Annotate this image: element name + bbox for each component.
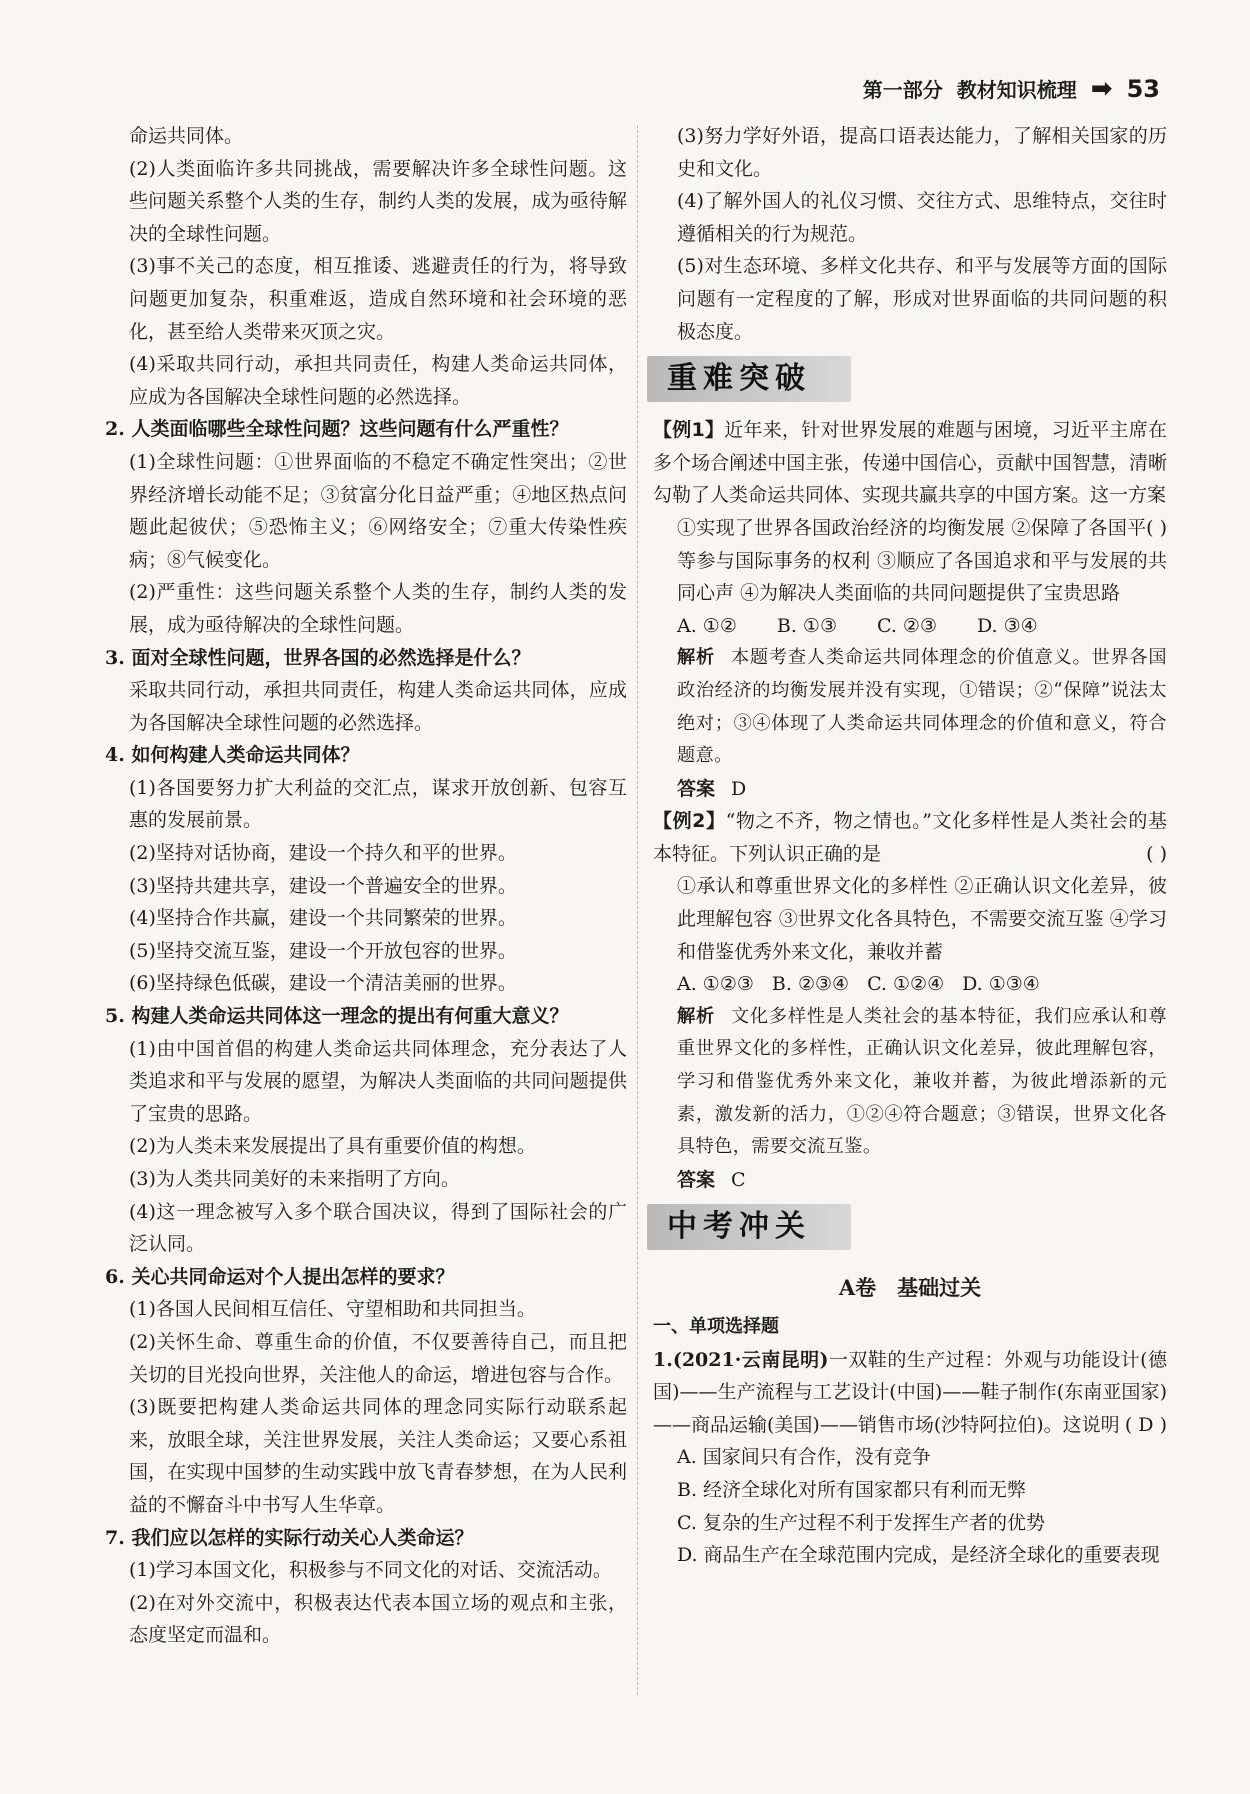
- question-stem-text: 一双鞋的生产过程：外观与功能设计(德国)——生产流程与工艺设计(中国)——鞋子制作(东南亚国家)——商品运输(美国)——销售市场(沙特阿拉伯)。这说明: [653, 1348, 1167, 1436]
- option: A. 国家间只有合作，没有竞争: [677, 1446, 931, 1469]
- question-heading: 4. 如何构建人类命运共同体？: [105, 744, 360, 767]
- section-title: 一、单项选择题: [653, 1316, 779, 1337]
- question-number: 1.: [653, 1348, 673, 1371]
- answer-text: (5)坚持交流互鉴，建设一个开放包容的世界。: [129, 939, 517, 962]
- question-1-stem: [653, 1344, 1167, 1442]
- answer-label: 答案: [677, 777, 716, 800]
- answer-text: (6)坚持绿色低碳，建设一个清洁美丽的世界。: [129, 972, 517, 995]
- option: A. ①②: [677, 614, 737, 637]
- example-2-answer: [653, 1164, 1167, 1197]
- answer-text: 采取共同行动，承担共同责任，构建人类命运共同体，应成为各国解决全球性问题的必然选择。: [129, 679, 627, 734]
- option: B. ②③④: [771, 973, 850, 996]
- paragraph: (4)采取共同行动，承担共同责任，构建人类命运共同体，应成为各国解决全球性问题的必然选择。: [129, 353, 627, 408]
- right-column: [653, 120, 1167, 1572]
- answer-text: (2)为人类未来发展提出了具有重要价值的构想。: [129, 1135, 536, 1158]
- answer-text: (1)各国要努力扩大利益的交汇点，谋求开放创新、包容互惠的发展前景。: [129, 776, 627, 832]
- option: C. ②③: [876, 614, 937, 637]
- question-source: (2021·云南昆明): [672, 1348, 829, 1371]
- page-number: 53: [1126, 74, 1160, 103]
- example-2-analysis: [653, 1001, 1167, 1164]
- example-stem-text: 近年来，针对世界发展的难题与困境，习近平主席在多个场合阐述中国主张，传递中国信心，贡献中国智慧，清晰勾勒了人类命运共同体、实现共赢共享的中国方案。这一方案: [653, 419, 1167, 507]
- column-divider: [637, 125, 638, 1695]
- answer-blank: ( ): [1146, 842, 1167, 865]
- example-1-answer: [653, 773, 1167, 806]
- answer-text: (3)既要把构建人类命运共同体的理念同实际行动联系起来，放眼全球，关注世界发展，关注人类命运；又要心系祖国，在实现中国梦的生动实践中放飞青春梦想，在为人民利益的不懈奋斗中书写人生华章。: [129, 1396, 627, 1516]
- answer-text: (2)严重性：这些问题关系整个人类的生存，制约人类的发展，成为亟待解决的全球性问题。: [129, 581, 627, 636]
- answer-blank: ( ): [1146, 516, 1167, 539]
- answer-text: (3)为人类共同美好的未来指明了方向。: [129, 1168, 460, 1190]
- option: A. ①②③: [677, 973, 754, 996]
- answer-text: (4)坚持合作共赢，建设一个共同繁荣的世界。: [129, 907, 517, 930]
- section-banner-key-points: 重难突破: [647, 356, 851, 402]
- answer-text: (4)了解外国人的礼仪习惯、交往方式、思维特点，交往时遵循相关的行为规范。: [677, 190, 1167, 245]
- answer-text: (1)由中国首倡的构建人类命运共同体理念，充分表达了人类追求和平与发展的愿望，为解决人类面临的共同问题提供了宝贵的思路。: [129, 1037, 627, 1125]
- example-1-analysis: [653, 642, 1167, 772]
- answer-text: (5)对生态环境、多样文化共存、和平与发展等方面的国际问题有一定程度的了解，形成对世界面临的共同问题的积极态度。: [677, 255, 1167, 343]
- question-heading: 3. 面对全球性问题，世界各国的必然选择是什么？: [105, 646, 531, 669]
- option: C. 复杂的生产过程不利于发挥生产者的优势: [677, 1511, 1045, 1534]
- example-stem-text: “物之不齐，物之情也。”文化多样性是人类社会的基本特征。下列认识正确的是: [653, 810, 1167, 865]
- answer-label: 答案: [677, 1168, 716, 1191]
- question-heading: 6. 关心共同命运对个人提出怎样的要求？: [105, 1265, 455, 1288]
- analysis-label: 解析: [677, 647, 715, 669]
- example-1-stem: [653, 414, 1167, 539]
- filled-answer: ( D ): [1124, 1413, 1167, 1436]
- paragraph: (3)事不关己的态度，相互推诿、逃避责任的行为，将导致问题更加复杂，积重难返，造成自然环境和社会环境的恶化，甚至给人类带来灭顶之灾。: [129, 255, 627, 343]
- arrow-right-icon: ➡: [1090, 73, 1113, 104]
- option: C. ①②④: [867, 973, 945, 996]
- section-banner-exam: 中考冲关: [647, 1204, 851, 1250]
- option: B. ①③: [776, 614, 837, 637]
- answer-text: (3)坚持共建共享，建设一个普遍安全的世界。: [129, 874, 517, 897]
- answer-text: (3)努力学好外语，提高口语表达能力，了解相关国家的历史和文化。: [677, 125, 1167, 180]
- part-label: 第一部分: [862, 78, 943, 102]
- answer-text: (2)关怀生命、尊重生命的价值，不仅要善待自己，而且把关切的目光投向世界，关注他人的命运，增进包容与合作。: [129, 1330, 627, 1386]
- answer-value: C: [731, 1168, 746, 1191]
- answer-value: D: [731, 777, 747, 800]
- answer-text: (1)全球性问题：①世界面临的不稳定不确定性突出；②世界经济增长动能不足；③贫富分化日益严重；④地区热点问题此起彼伏；⑤恐怖主义；⑥网络安全；⑦重大传染性疾病；⑧气候变化。: [129, 450, 627, 571]
- option: D. ①③④: [962, 973, 1040, 996]
- section-label: 教材知识梳理: [956, 78, 1077, 102]
- analysis-text: 文化多样性是人类社会的基本特征，我们应承认和尊重世界文化的多样性，正确认识文化差异，彼此理解包容，学习和借鉴优秀外来文化，兼收并蓄，为彼此增添新的元素，激发新的活力，①②④符合题意；③错误，世界文化各具特色，需要交流互鉴。: [677, 1005, 1167, 1158]
- answer-text: (4)这一理念被写入多个联合国决议，得到了国际社会的广泛认同。: [129, 1200, 627, 1256]
- question-heading: 2. 人类面临哪些全球性问题？这些问题有什么严重性？: [105, 418, 569, 441]
- answer-text: (1)学习本国文化，积极参与不同文化的对话、交流活动。: [129, 1559, 612, 1582]
- answer-text: (2)坚持对话协商，建设一个持久和平的世界。: [129, 842, 517, 865]
- option: B. 经济全球化对所有国家都只有利而无弊: [677, 1478, 1027, 1501]
- example-2-items: ①承认和尊重世界文化的多样性 ②正确认识文化差异，彼此理解包容 ③世界文化各具特色，不需要交流互鉴 ④学习和借鉴优秀外来文化，兼收并蓄: [677, 875, 1167, 963]
- question-heading: 7. 我们应以怎样的实际行动关心人类命运？: [105, 1526, 474, 1549]
- volume-title: A卷 基础过关: [838, 1275, 982, 1301]
- analysis-text: 本题考查人类命运共同体理念的价值意义。世界各国政治经济的均衡发展并没有实现，①错误；②“保障”说法太绝对；③④体现了人类命运共同体理念的价值和意义，符合题意。: [677, 647, 1167, 767]
- paragraph: 命运共同体。: [129, 125, 244, 147]
- option: D. 商品生产在全球范围内完成，是经济全球化的重要表现: [677, 1544, 1160, 1567]
- answer-text: (2)在对外交流中，积极表达代表本国立场的观点和主张，态度坚定而温和。: [129, 1591, 627, 1647]
- answer-text: (1)各国人民间相互信任、守望相助和共同担当。: [129, 1298, 536, 1321]
- left-column: [105, 120, 627, 1652]
- example-2-options: [653, 968, 1167, 1001]
- example-tag: 【例1】: [653, 419, 725, 442]
- example-1-items: ①实现了世界各国政治经济的均衡发展 ②保障了各国平等参与国际事务的权利 ③顺应了各国追求和平与发展的共同心声 ④为解决人类面临的共同问题提供了宝贵思路: [677, 516, 1167, 605]
- paragraph: (2)人类面临许多共同挑战，需要解决许多全球性问题。这些问题关系整个人类的生存，制约人类的发展，成为亟待解决的全球性问题。: [129, 157, 627, 245]
- running-header: [863, 74, 1160, 103]
- analysis-label: 解析: [677, 1005, 715, 1027]
- option: D. ③④: [977, 614, 1038, 637]
- example-1-options: [653, 610, 1167, 643]
- example-2-stem: [653, 805, 1167, 870]
- example-tag: 【例2】: [653, 810, 726, 833]
- question-heading: 5. 构建人类命运共同体这一理念的提出有何重大意义？: [105, 1005, 569, 1028]
